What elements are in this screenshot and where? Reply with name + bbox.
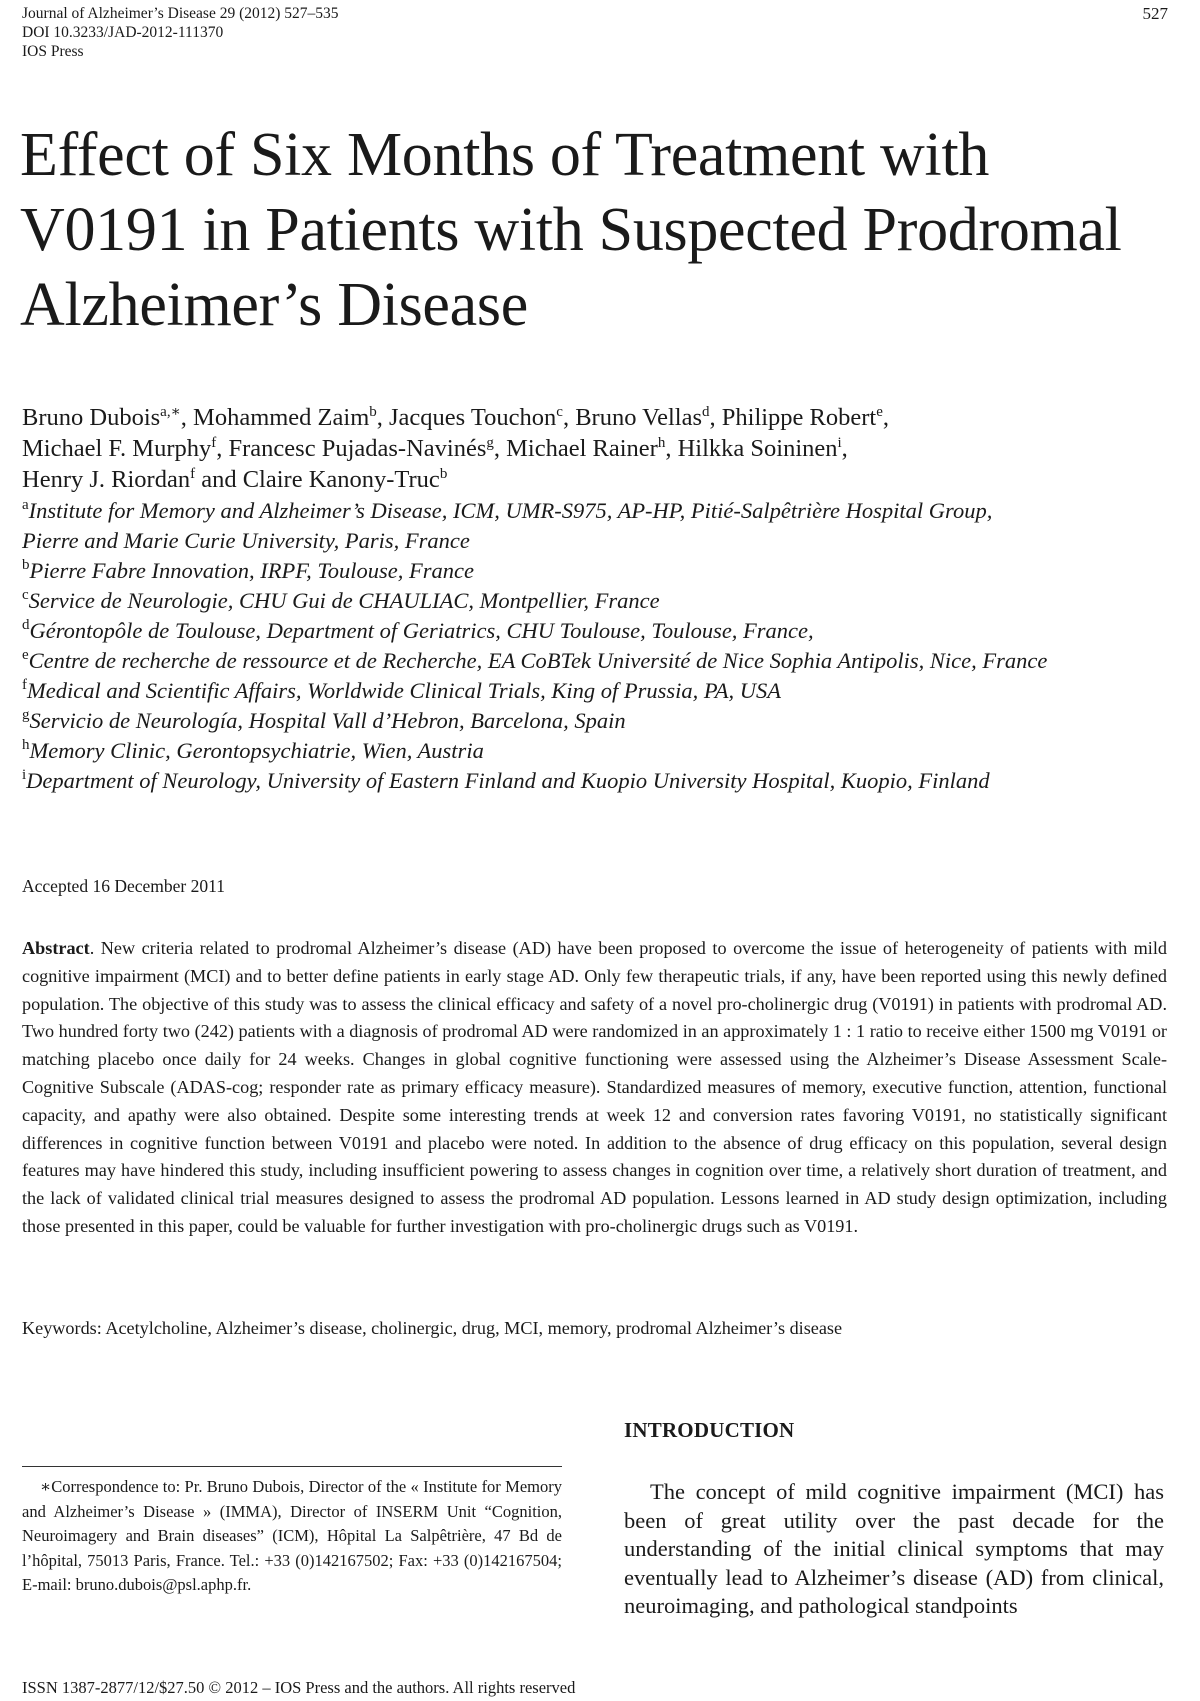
- footnote-divider: [22, 1466, 562, 1467]
- affiliation-mark: a: [22, 497, 29, 513]
- author-name: Michael F. Murphy: [22, 435, 212, 462]
- author-separator: ,: [562, 404, 576, 431]
- running-header: [22, 4, 339, 61]
- affiliation-mark: b: [22, 557, 30, 573]
- author-name: Michael Rainer: [506, 435, 658, 462]
- author-separator: ,: [493, 435, 507, 462]
- affiliation: [22, 736, 1192, 766]
- affiliation-text: Gérontopôle de Toulouse, Department of Geriatrics, CHU Toulouse, Toulouse, France,: [29, 618, 814, 643]
- author-name: Hilkka Soininen: [677, 435, 838, 462]
- author-name: Jacques Touchon: [389, 404, 557, 431]
- journal-citation: Journal of Alzheimer’s Disease 29 (2012) 527–535: [22, 5, 339, 22]
- abstract: [22, 935, 1167, 1241]
- introduction-text: The concept of mild cognitive impairment (MCI) has been of great utility over the past decade for the understanding of the initial clinical symptoms that may eventually lead to Alzheimer’s disease (AD) from clinical, neuroimaging, and pathological standpoints: [624, 1479, 1164, 1618]
- author-name: Claire Kanony-Truc: [242, 466, 440, 493]
- author-name: Philippe Robert: [721, 404, 877, 431]
- affiliation-text: Centre de recherche de ressource et de Recherche, EA CoBTek Université de Nice Sophia Antipolis, Nice, France: [28, 648, 1048, 673]
- author-name: Francesc Pujadas-Navinés: [228, 435, 487, 462]
- affiliation-list: [22, 496, 1192, 796]
- author-affiliation-mark: i: [837, 435, 842, 451]
- affiliation-text: Institute for Memory and Alzheimer’s Disease, ICM, UMR-S975, AP-HP, Pitié-Salpêtrière Hospital Group,: [28, 498, 993, 523]
- affiliation: [22, 496, 1192, 526]
- author-affiliation-mark: b: [439, 466, 448, 482]
- page-number: 527: [1142, 4, 1168, 23]
- author-separator: ,: [665, 435, 678, 462]
- affiliation-mark: d: [22, 617, 30, 633]
- paper-title: Effect of Six Months of Treatment with V0191 in Patients with Suspected Prodromal Alzheimer’s Disease: [20, 121, 1122, 339]
- author-separator: ,: [216, 435, 229, 462]
- author-separator: ,: [376, 404, 390, 431]
- correspondence-footnote: ∗Correspondence to: Pr. Bruno Dubois, Director of the « Institute for Memory and Alzheimer’s Disease » (IMMA), Director of INSERM Unit “Cognition, Neuroimagery and Brain diseases” (ICM), Hôpital La Salpêtrière, 47 Bd de l’hôpital, 75013 Paris, France. Tel.: +33 (0)142167502; Fax: +33 (0)142167504; E-mail: bruno.dubois@psl.aphp.fr.: [22, 1477, 562, 1594]
- affiliation-text: Department of Neurology, University of Eastern Finland and Kuopio University Hospital, Kuopio, Finland: [26, 768, 990, 793]
- affiliation: [22, 706, 1192, 736]
- affiliation-continuation: Pierre and Marie Curie University, Paris, France: [22, 528, 470, 553]
- author-affiliation-mark: f: [190, 466, 196, 482]
- keywords: Keywords: Acetylcholine, Alzheimer’s disease, cholinergic, drug, MCI, memory, prodromal Alzheimer’s disease: [22, 1318, 843, 1338]
- affiliation-mark: c: [22, 587, 29, 603]
- section-heading-introduction: INTRODUCTION: [624, 1418, 795, 1442]
- affiliation: [22, 766, 1192, 796]
- author-separator: ,: [841, 435, 848, 462]
- author-affiliation-mark: d: [702, 404, 710, 420]
- affiliation-text: Memory Clinic, Gerontopsychiatrie, Wien, Austria: [29, 738, 484, 763]
- doi: DOI 10.3233/JAD-2012-111370: [22, 24, 224, 41]
- author-affiliation-mark: a,∗: [160, 404, 181, 420]
- author-affiliation-mark: b: [369, 404, 377, 420]
- affiliation-text: Medical and Scientific Affairs, Worldwide Clinical Trials, King of Prussia, PA, USA: [27, 678, 781, 703]
- affiliation-mark: e: [22, 647, 29, 663]
- author-name: Mohammed Zaim: [193, 404, 370, 431]
- affiliation: [22, 676, 1192, 706]
- copyright-footer: ISSN 1387-2877/12/$27.50 © 2012 – IOS Press and the authors. All rights reserved: [22, 1678, 576, 1697]
- publisher: IOS Press: [22, 43, 84, 60]
- abstract-text: . New criteria related to prodromal Alzheimer’s disease (AD) have been proposed to overcome the issue of heterogeneity of patients with mild cognitive impairment (MCI) and to better define patients in early stage AD. Only few therapeutic trials, if any, have been reported using this newly defined population. The objective of this study was to assess the clinical efficacy and safety of a novel pro-cholinergic drug (V0191) in patients with prodromal AD. Two hundred forty two (242) patients with a diagnosis of prodromal AD were randomized in an approximately 1 : 1 ratio to receive either 1500 mg V0191 or matching placebo once daily for 24 weeks. Changes in global cognitive functioning were assessed using the Alzheimer’s Disease Assessment Scale-Cognitive Subscale (ADAS-cog; responder rate as primary efficacy measure). Standardized measures of memory, executive function, attention, functional capacity, and apathy were also obtained. Despite some interesting trends at week 12 and conversion rates favoring V0191, no statistically significant differences in cognitive function between V0191 and placebo were noted. In addition to the absence of drug efficacy on this population, several design features may have hindered this study, including insufficient powering to assess changes in cognition over time, a relatively short duration of treatment, and the lack of validated clinical trial measures designed to assess the prodromal AD population. Lessons learned in AD study design optimization, including those presented in this paper, could be valuable for further investigation with pro-cholinergic drugs such as V0191.: [22, 938, 1167, 1236]
- author-separator: ,: [882, 404, 890, 431]
- affiliation-mark: h: [22, 737, 30, 753]
- affiliation: [22, 586, 1192, 616]
- author-name: Bruno Vellas: [575, 404, 703, 431]
- affiliation-text: Servicio de Neurología, Hospital Vall d’Hebron, Barcelona, Spain: [29, 708, 626, 733]
- author-affiliation-mark: h: [657, 435, 666, 451]
- author-affiliation-mark: f: [211, 435, 217, 451]
- author-affiliation-mark: e: [876, 404, 883, 420]
- affiliation-text: Pierre Fabre Innovation, IRPF, Toulouse, France: [29, 558, 475, 583]
- affiliation: [22, 616, 1192, 646]
- author-separator: ,: [709, 404, 722, 431]
- affiliation-mark: f: [22, 677, 27, 693]
- author-name: Henry J. Riordan: [22, 466, 191, 493]
- author-affiliation-mark: c: [556, 404, 563, 420]
- author-separator: and: [195, 466, 243, 493]
- affiliation-mark: g: [22, 707, 30, 723]
- affiliation-text: Service de Neurologie, CHU Gui de CHAULIAC, Montpellier, France: [28, 588, 660, 613]
- abstract-label: Abstract: [22, 938, 90, 958]
- affiliation-mark: i: [22, 767, 27, 783]
- author-affiliation-mark: g: [486, 435, 494, 451]
- author-separator: ,: [180, 404, 194, 431]
- accepted-date: Accepted 16 December 2011: [22, 876, 225, 896]
- affiliation: [22, 556, 1192, 586]
- affiliation: [22, 646, 1192, 676]
- author-name: Bruno Dubois: [22, 404, 161, 431]
- author-list: [22, 402, 1172, 495]
